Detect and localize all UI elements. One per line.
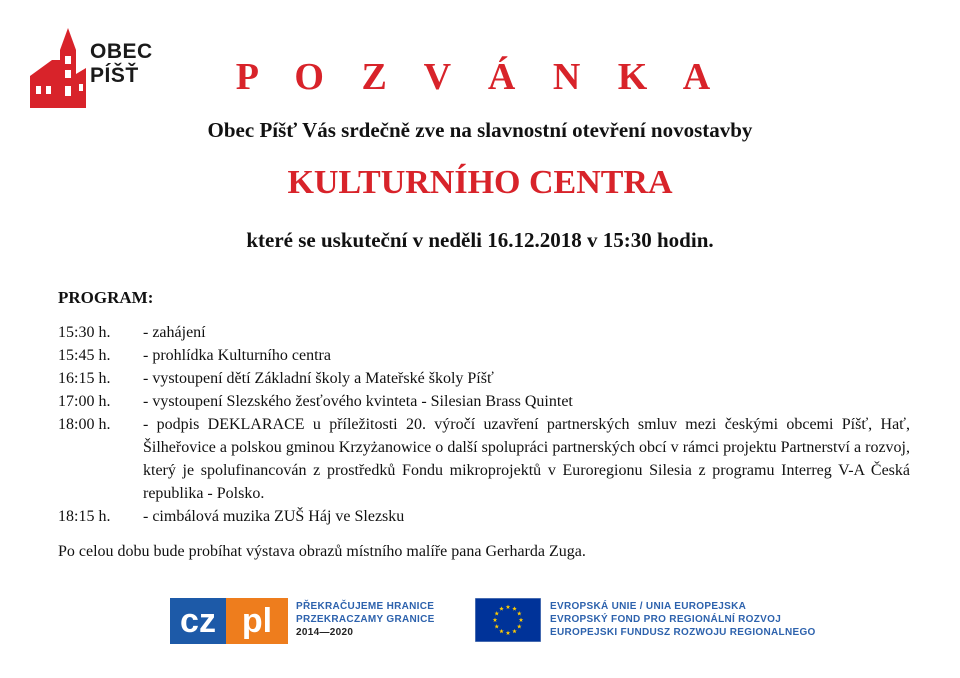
program-item	[58, 344, 910, 367]
program-description: - vystoupení dětí Základní školy a Mateřské školy Píšť	[143, 370, 494, 387]
program-time: 18:15 h.	[58, 508, 111, 525]
exhibition-note: Po celou dobu bude probíhat výstava obrazů místního malíře pana Gerharda Zuga.	[58, 543, 586, 560]
czpl-line-2: PRZEKRACZAMY GRANICE	[296, 614, 435, 625]
program-item	[58, 321, 910, 344]
invitation-title: P O Z V Á N K A	[235, 56, 725, 98]
czpl-caption	[296, 600, 435, 639]
program-list	[58, 321, 910, 528]
program-description: - podpis DEKLARACE u příležitosti 20. výročí uzavření partnerských smluv mezi českými obcemi Píšť, Hať, Šilheřovice a polskou gminou Krzyżanowice o další spolupráci partnerských obcí v rámci projektu Partnerství a rozvoj, který je spolufinancován z prostředků Fondu mikroprojektů v Euroregionu Silesia z programu Interreg V-A Česká republika - Polsko.	[143, 416, 910, 502]
program-description: - cimbálová muzika ZUŠ Háj ve Slezsku	[143, 508, 405, 525]
program-item	[58, 505, 910, 528]
program-time: 15:45 h.	[58, 347, 111, 364]
eu-funding-logo	[475, 598, 835, 644]
program-item	[58, 367, 910, 390]
eu-line-1: EVROPSKÁ UNIE / UNIA EUROPEJSKA	[550, 601, 747, 612]
program-item	[58, 413, 910, 505]
program-time: 15:30 h.	[58, 324, 111, 341]
czpl-years: 2014—2020	[296, 627, 354, 638]
eu-flag-icon	[475, 598, 541, 642]
centre-name: KULTURNÍHO CENTRA	[287, 164, 673, 201]
eu-caption	[550, 600, 816, 639]
program-description: - prohlídka Kulturního centra	[143, 347, 331, 364]
eu-line-2: EVROPSKÝ FOND PRO REGIONÁLNÍ ROZVOJ	[550, 614, 782, 625]
logo-line-2: PÍŠŤ	[90, 64, 139, 87]
eu-line-3: EUROPEJSKI FUNDUSZ ROZWOJU REGIONALNEGO	[550, 627, 816, 638]
czpl-line-1: PŘEKRAČUJEME HRANICE	[296, 601, 435, 612]
interreg-czpl-logo	[170, 598, 440, 644]
program-description: - vystoupení Slezského žesťového kvinteta - Silesian Brass Quintet	[143, 393, 573, 410]
program-time: 18:00 h.	[58, 416, 111, 433]
program-time: 17:00 h.	[58, 393, 111, 410]
logo-line-1: OBEC	[90, 40, 153, 63]
program-heading: PROGRAM:	[58, 288, 154, 307]
intro-line: Obec Píšť Vás srdečně zve na slavnostní otevření novostavby	[207, 118, 753, 142]
program-item	[58, 390, 910, 413]
program-description: - zahájení	[143, 324, 206, 341]
cz-badge: cz	[170, 598, 226, 644]
event-date-line: které se uskuteční v neděli 16.12.2018 v 15:30 hodin.	[246, 228, 714, 252]
pl-badge: pl	[226, 598, 288, 644]
program-time: 16:15 h.	[58, 370, 111, 387]
